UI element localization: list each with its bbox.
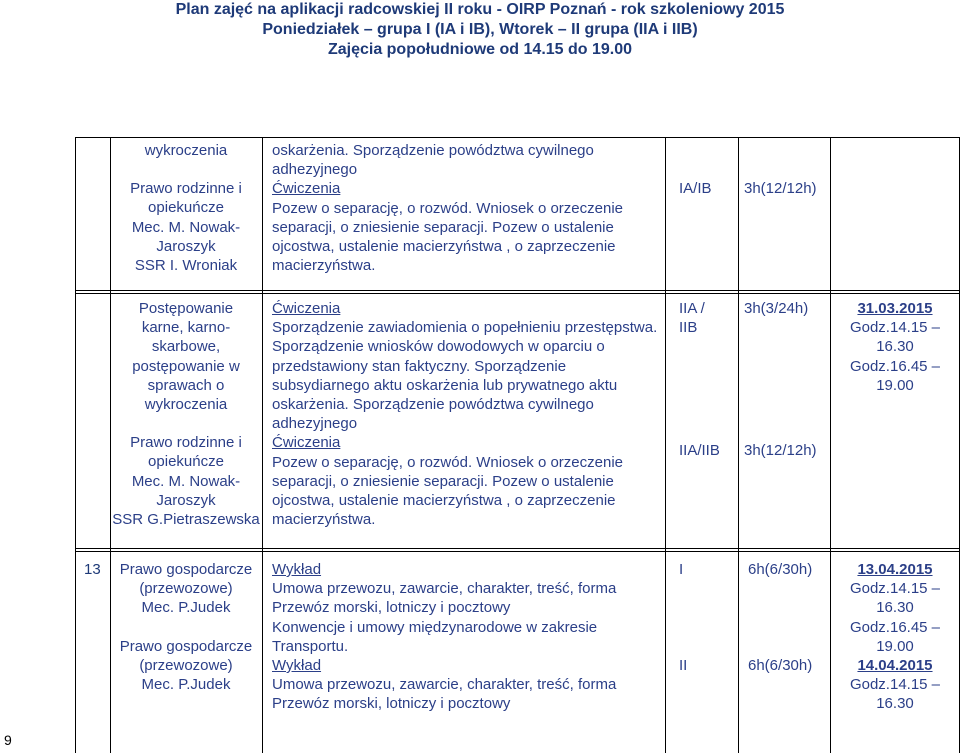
row3-date-text: 14.04.2015 [857, 657, 933, 675]
row2-group [679, 299, 705, 337]
row3-subject [110, 560, 262, 694]
document-header [0, 0, 960, 60]
row2-subject-line: Postępowanie [138, 300, 234, 317]
row3-date-text: 13.04.2015 [857, 561, 933, 578]
header-groups: Poniedziałek – grupa I (IA i IB), Wtorek – II grupa (IIA i IIB) [262, 21, 698, 38]
row1-subject-line: SSR I. Wroniak [134, 257, 238, 275]
row3-subject-line: Prawo gospodarcze [119, 561, 253, 578]
row1-content-line: macierzyństwa. [272, 257, 376, 275]
row1-subject-line [110, 160, 262, 179]
row3-hours2: 6h(6/30h) [748, 657, 813, 674]
row2-content-line: subsydiarnego aktu oskarżenia lub prywatnego aktu [272, 376, 618, 394]
row2-content-line: Sporządzenie wniosków dowodowych w oparciu o [272, 338, 605, 356]
row3-time-line: 16.30 [876, 695, 914, 713]
row3-time-line: Godz.16.45 – [849, 618, 941, 636]
row2-time-line: Godz.14.15 – [849, 319, 941, 337]
row1-content-line: adhezyjnego [272, 161, 358, 179]
row2-subject-line: skarbowe, [151, 338, 221, 356]
row-divider-2b [75, 551, 960, 552]
row-divider-1 [75, 290, 960, 291]
row1-subject [110, 141, 262, 275]
row1-content-line: ojcostwa, ustalenie macierzyństwa , o zaprzeczenie [272, 238, 616, 256]
row2-hours2: 3h(12/12h) [744, 442, 817, 459]
row1-hours: 3h(12/12h) [744, 180, 817, 197]
row1-subject-line: Jaroszyk [156, 237, 216, 255]
row2-content-line: przedstawiony stan faktyczny. Sporządzenie [272, 357, 567, 375]
row2-subject-line: Jaroszyk [156, 491, 216, 509]
row1-content-line: oskarżenia. Sporządzenie powództwa cywilnego [272, 142, 594, 159]
row3-content-line: Umowa przewozu, zawarcie, charakter, treść, forma [272, 580, 617, 598]
row3-section-label: Wykład [272, 657, 322, 675]
row1-content [272, 141, 664, 275]
row2-subject-line: sprawach o [147, 376, 225, 394]
row3-time-line: Godz.14.15 – [849, 580, 941, 598]
row2-subject-line: SSR G.Pietraszewska [112, 511, 260, 529]
header-hours: Zajęcia popołudniowe od 14.15 do 19.00 [327, 41, 633, 58]
page-number: 9 [4, 732, 12, 748]
row3-subject-line: (przewozowe) [139, 580, 233, 598]
row2-time-line: Godz.16.45 – [849, 357, 941, 375]
row2-date-text: 31.03.2015 [857, 300, 933, 317]
col-divider-content [262, 137, 263, 753]
row3-subject-line [110, 618, 262, 637]
row1-content-line: separacji, o zniesienie separacji. Pozew o ustalenie [272, 218, 614, 236]
row3-content-line: Umowa przewozu, zawarcie, charakter, treść, forma [272, 676, 617, 694]
row3-subject-line: (przewozowe) [139, 656, 233, 674]
row3-section-label: Wykład [272, 561, 322, 578]
row2-section-label: Ćwiczenia [272, 434, 341, 452]
row2-content-line: macierzyństwa. [272, 511, 376, 529]
row2-group2: IIA/IIB [679, 442, 720, 459]
row2-content-line: oskarżenia. Sporządzenie powództwa cywilnego [272, 396, 594, 414]
row3-content-line: Przewóz morski, lotniczy i pocztowy [272, 599, 511, 617]
row2-subject-line: postępowanie w [132, 357, 240, 375]
row3-time-line: 16.30 [876, 599, 914, 617]
row1-subject-line: Prawo rodzinne i [130, 180, 242, 198]
row2-date [831, 299, 959, 395]
row3-content-line: Konwencje i umowy międzynarodowe w zakresie [272, 618, 598, 636]
row2-content-line: Pozew o separację, o rozwód. Wniosek o orzeczenie [272, 453, 624, 471]
row3-time-line: Godz.14.15 – [849, 676, 941, 694]
col-divider-group [665, 137, 666, 753]
table-border-left [75, 137, 76, 753]
col-divider-hours [738, 137, 739, 753]
row2-content-line: separacji, o zniesienie separacji. Pozew o ustalenie [272, 472, 614, 490]
row3-time-line: 19.00 [876, 637, 914, 655]
row2-content-line: Sporządzenie zawiadomienia o popełnieniu przestępstwa. [272, 319, 658, 337]
row1-content-line: Pozew o separację, o rozwód. Wniosek o orzeczenie [272, 199, 624, 217]
row2-subject-line: wykroczenia [144, 396, 228, 414]
row2-subject [110, 299, 262, 529]
row2-subject-line: Prawo rodzinne i [130, 434, 242, 452]
row-divider-1b [75, 293, 960, 294]
row2-section-label: Ćwiczenia [272, 300, 341, 317]
row3-date [831, 560, 959, 714]
row3-content-line: Przewóz morski, lotniczy i pocztowy [272, 695, 511, 713]
row3-subject-line: Mec. P.Judek [141, 599, 231, 617]
row3-number: 13 [84, 561, 101, 578]
row1-section-label: Ćwiczenia [272, 180, 341, 198]
row2-content [272, 299, 664, 529]
row3-group2: II [679, 657, 688, 674]
row2-subject-line [110, 414, 262, 433]
row2-hours1: 3h(3/24h) [744, 300, 809, 317]
row2-content-line: ojcostwa, ustalenie macierzyństwa , o zaprzeczenie [272, 492, 616, 510]
row3-subject-line: Mec. P.Judek [141, 676, 231, 694]
row1-subject-line: opiekuńcze [148, 199, 224, 217]
row2-time-line: 19.00 [876, 376, 914, 394]
row3-content [272, 560, 664, 714]
row3-group1: I [679, 561, 684, 578]
row2-group-line: IIB [679, 319, 698, 337]
row2-content-line: adhezyjnego [272, 415, 358, 433]
row1-subject-line: wykroczenia [144, 142, 228, 159]
row2-subject-line: karne, karno- [141, 319, 231, 337]
table-border-top [75, 137, 960, 138]
row3-hours1: 6h(6/30h) [748, 561, 813, 578]
row2-time-line: 16.30 [876, 338, 914, 356]
row2-group-line: IIA / [679, 300, 705, 317]
row1-subject-line: Mec. M. Nowak- [131, 218, 241, 236]
row-divider-2 [75, 548, 960, 549]
row2-subject-line: opiekuńcze [148, 453, 224, 471]
row3-content-line: Transportu. [272, 637, 349, 655]
row3-subject-line: Prawo gospodarcze [119, 637, 253, 655]
header-title: Plan zajęć na aplikacji radcowskiej II roku - OIRP Poznań - rok szkoleniowy 2015 [175, 1, 785, 18]
row1-group: IA/IB [679, 180, 712, 197]
row2-subject-line: Mec. M. Nowak- [131, 472, 241, 490]
